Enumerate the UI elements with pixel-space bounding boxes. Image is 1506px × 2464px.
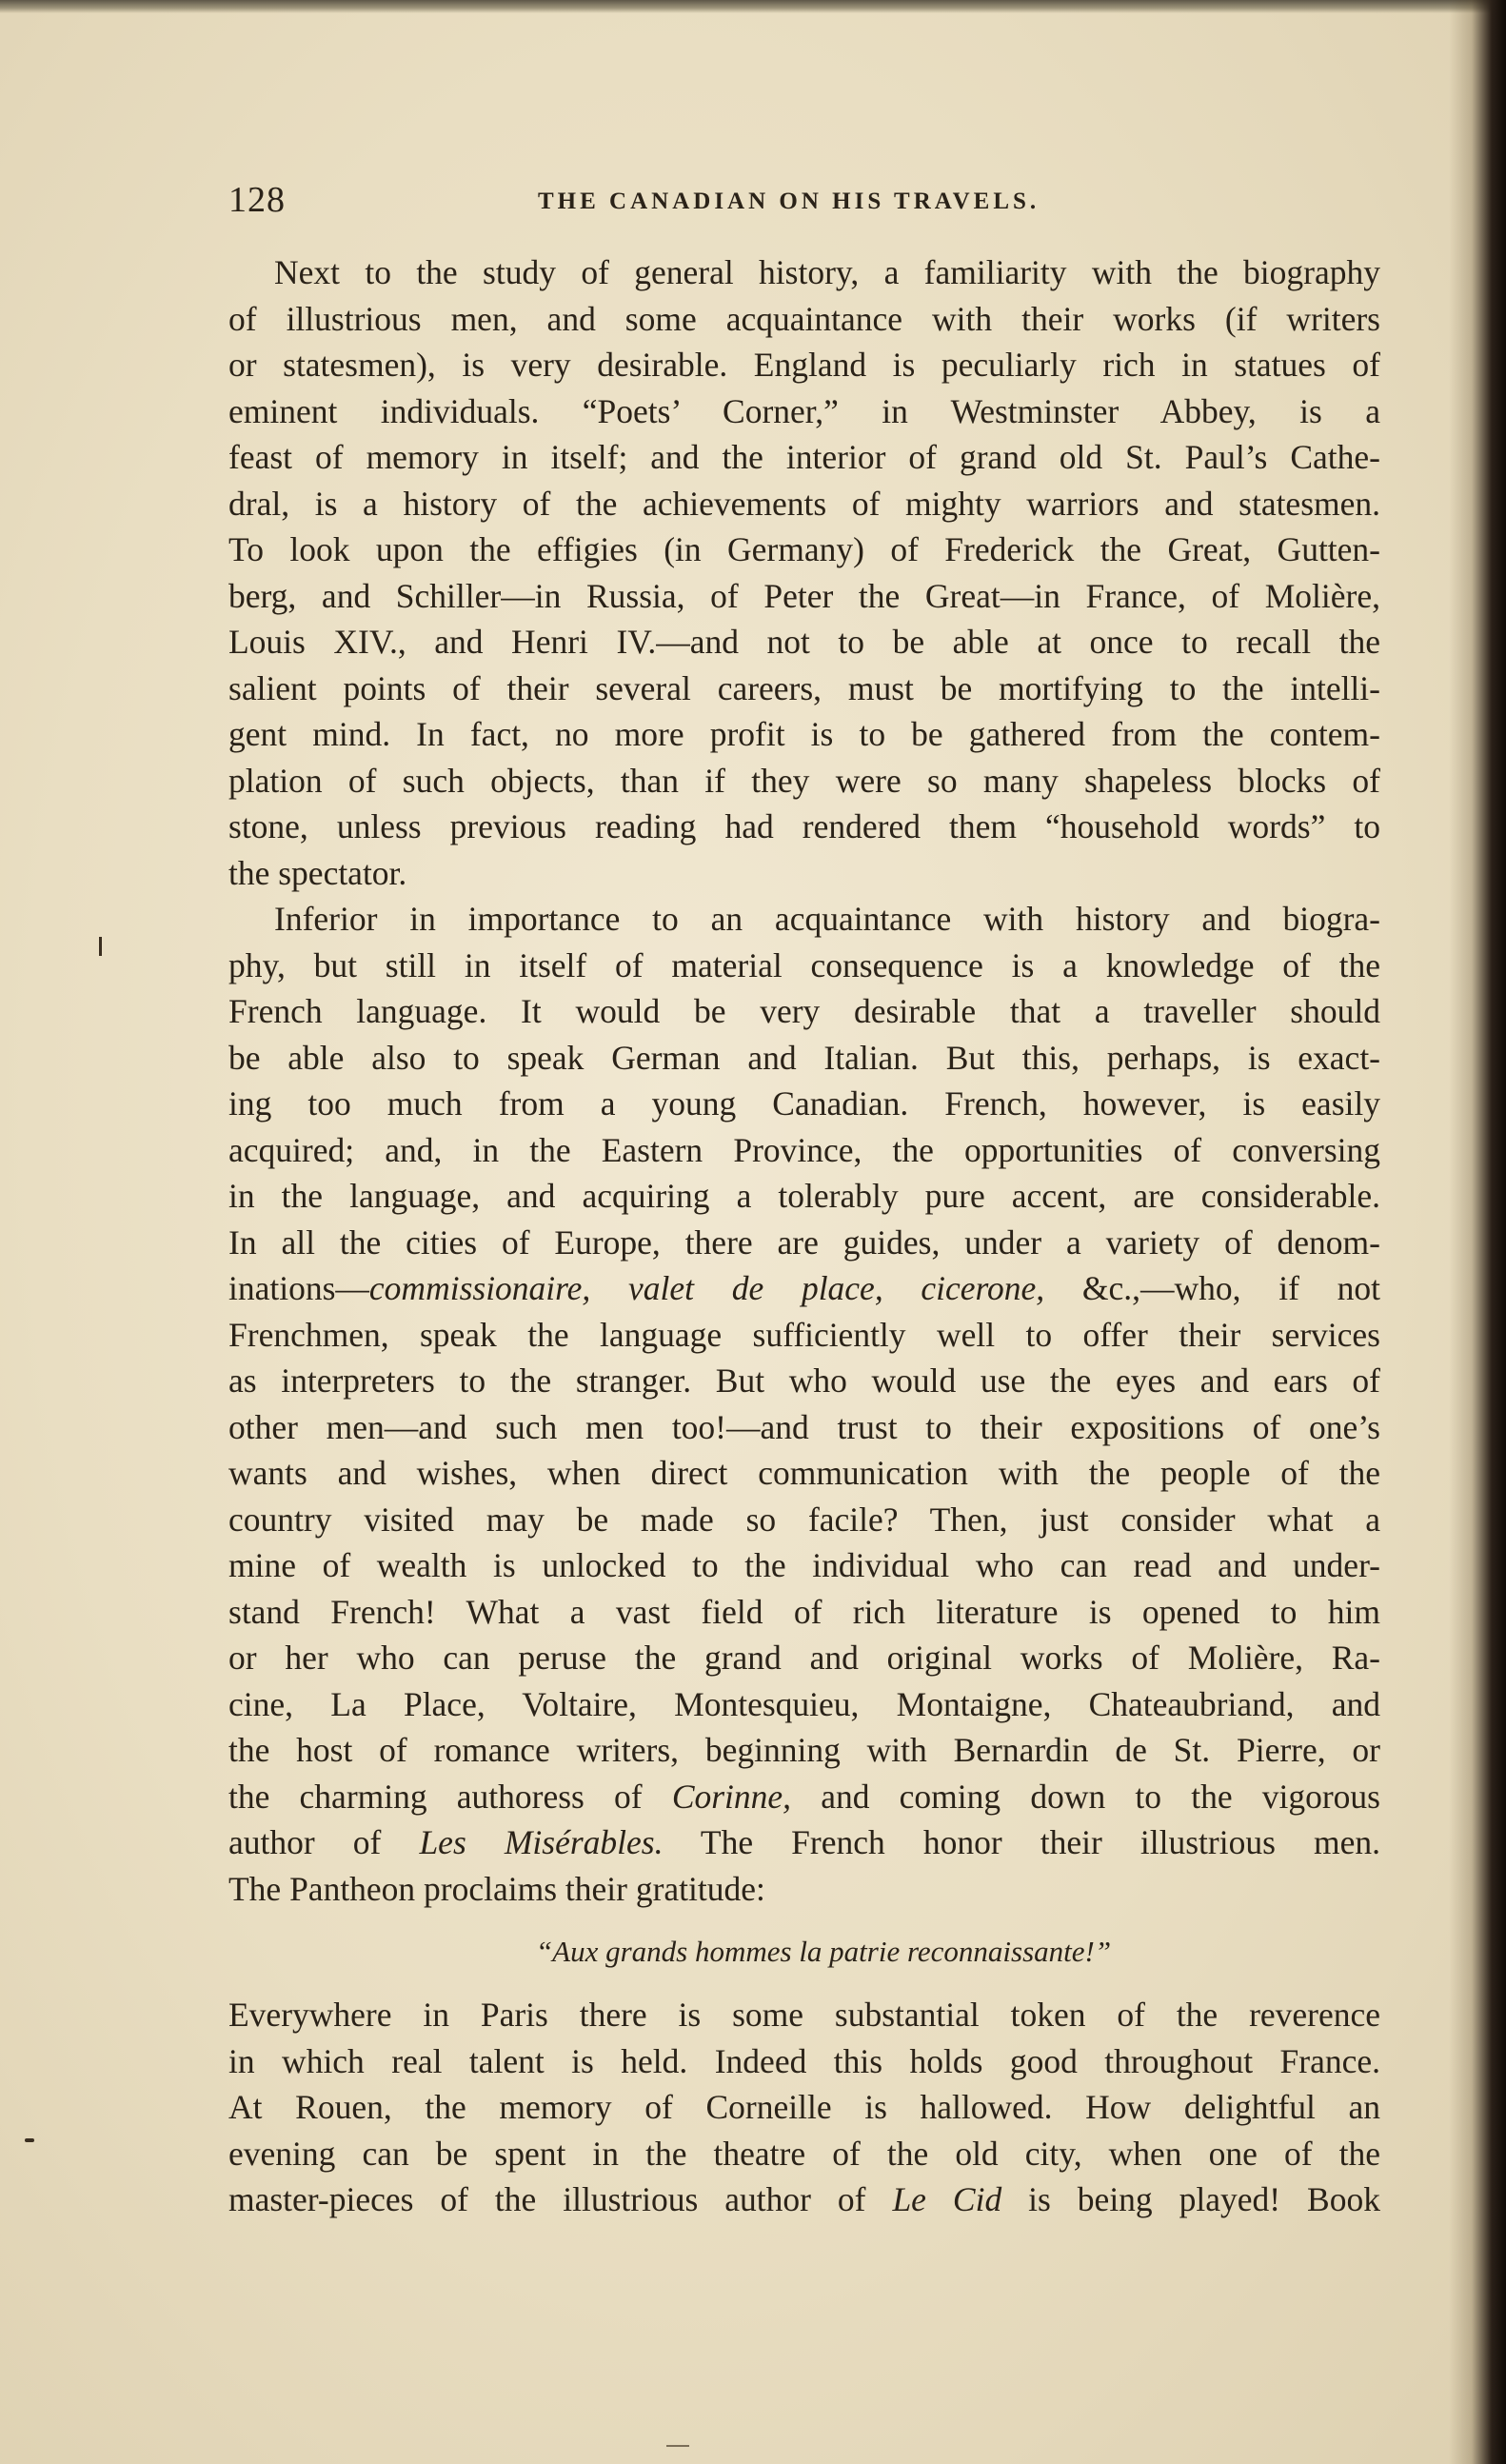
text-line: other men—and such men too!—and trust to their expositions of one’s bbox=[228, 1407, 1380, 1446]
text-line: Louis XIV., and Henri IV.—and not to be able at once to recall the bbox=[228, 623, 1380, 661]
text-line: gent mind. In fact, no more profit is to be gathered from the contem- bbox=[228, 715, 1380, 753]
text-run: and coming down to the vigorous bbox=[791, 1777, 1380, 1816]
body-text bbox=[228, 249, 1380, 2223]
text-line: as interpreters to the stranger. But who would use the eyes and ears of bbox=[228, 1361, 1380, 1400]
page-top-edge bbox=[0, 0, 1506, 13]
text-line bbox=[228, 2176, 1380, 2223]
book-spine-shadow bbox=[1449, 0, 1506, 2464]
text-line bbox=[228, 1265, 1380, 1312]
text-line: be able also to speak German and Italian. But this, perhaps, is exact- bbox=[228, 1038, 1380, 1077]
text-run: the charming authoress of bbox=[228, 1777, 672, 1816]
text-line bbox=[228, 1819, 1380, 1866]
text-run: author of bbox=[228, 1823, 420, 1861]
text-line: ing too much from a young Canadian. French, however, is easily bbox=[228, 1084, 1380, 1123]
italic-text: commissionaire, valet de place, cicerone, bbox=[368, 1269, 1045, 1307]
text-line: plation of such objects, than if they were so many shapeless blocks of bbox=[228, 761, 1380, 800]
italic-text: Le Cid bbox=[892, 2180, 1002, 2218]
ink-mark bbox=[99, 937, 102, 956]
text-line: the host of romance writers, beginning with Bernardin de St. Pierre, or bbox=[228, 1731, 1380, 1769]
text-line: mine of wealth is unlocked to the individual who can read and under- bbox=[228, 1546, 1380, 1584]
text-line: in the language, and acquiring a tolerably pure accent, are considerable. bbox=[228, 1177, 1380, 1215]
text-run: master-pieces of the illustrious author of bbox=[228, 2180, 893, 2218]
text-run: inations— bbox=[228, 1269, 369, 1307]
text-line: The Pantheon proclaims their gratitude: bbox=[228, 1869, 765, 1908]
text-line: phy, but still in itself of material consequence is a knowledge of the bbox=[228, 945, 1380, 984]
text-line: Inferior in importance to an acquaintance with history and biogra- bbox=[274, 900, 1380, 938]
text-line: berg, and Schiller—in Russia, of Peter the Great—in France, of Molière, bbox=[228, 576, 1380, 615]
text-line: dral, is a history of the achievements of mighty warriors and statesmen. bbox=[228, 484, 1380, 523]
italic-text: Les Misérables. bbox=[419, 1823, 664, 1861]
text-line: cine, La Place, Voltaire, Montesquieu, Montaigne, Chateaubriand, and bbox=[228, 1684, 1380, 1723]
text-run: The French honor their illustrious men. bbox=[663, 1823, 1380, 1861]
text-line: acquired; and, in the Eastern Province, the opportunities of conversing bbox=[228, 1130, 1380, 1169]
text-line: the spectator. bbox=[228, 853, 407, 892]
running-head: THE CANADIAN ON HIS TRAVELS. bbox=[538, 189, 1040, 214]
text-line: In all the cities of Europe, there are guides, under a variety of denom- bbox=[228, 1222, 1380, 1262]
text-line: stone, unless previous reading had rendered them “household words” to bbox=[228, 807, 1380, 845]
text-line: of illustrious men, and some acquaintance with their works (if writers bbox=[228, 299, 1380, 338]
text-line: At Rouen, the memory of Corneille is hallowed. How delightful an bbox=[228, 2088, 1380, 2126]
text-run: is being played! Book bbox=[1001, 2180, 1380, 2218]
text-line: Next to the study of general history, a familiarity with the biography bbox=[274, 253, 1380, 291]
text-line: eminent individuals. “Poets’ Corner,” in Westminster Abbey, is a bbox=[228, 391, 1380, 430]
ink-mark bbox=[666, 2445, 689, 2447]
page-number: 128 bbox=[228, 180, 286, 220]
text-line: country visited may be made so facile? Then, just consider what a bbox=[228, 1500, 1380, 1539]
text-line: Frenchmen, speak the language sufficiently well to offer their services bbox=[228, 1315, 1380, 1354]
text-line: French language. It would be very desirable that a traveller should bbox=[228, 992, 1380, 1030]
text-line: To look upon the effigies (in Germany) of Frederick the Great, Gutten- bbox=[228, 530, 1380, 568]
text-line: stand French! What a vast field of rich literature is opened to him bbox=[228, 1592, 1380, 1631]
text-line: Everywhere in Paris there is some substantial token of the reverence bbox=[228, 1996, 1380, 2034]
ink-mark bbox=[25, 2138, 34, 2142]
quotation: “Aux grands hommes la patrie reconnaissante!” bbox=[535, 1935, 1112, 1968]
text-line: in which real talent is held. Indeed this holds good throughout France. bbox=[228, 2041, 1380, 2080]
text-line: or her who can peruse the grand and original works of Molière, Ra- bbox=[228, 1639, 1380, 1677]
italic-text: Corinne, bbox=[671, 1777, 792, 1816]
text-line bbox=[228, 1774, 1380, 1820]
text-line: evening can be spent in the theatre of the old city, when one of the bbox=[228, 2134, 1380, 2173]
text-line: wants and wishes, when direct communication with the people of the bbox=[228, 1454, 1380, 1492]
text-line: feast of memory in itself; and the interior of grand old St. Paul’s Cathe- bbox=[228, 438, 1380, 476]
text-run: &c.,—who, if not bbox=[1044, 1269, 1380, 1307]
text-line: or statesmen), is very desirable. England is peculiarly rich in statues of bbox=[228, 346, 1380, 384]
text-line: salient points of their several careers, must be mortifying to the intelli- bbox=[228, 668, 1380, 707]
page-header bbox=[228, 179, 1390, 227]
